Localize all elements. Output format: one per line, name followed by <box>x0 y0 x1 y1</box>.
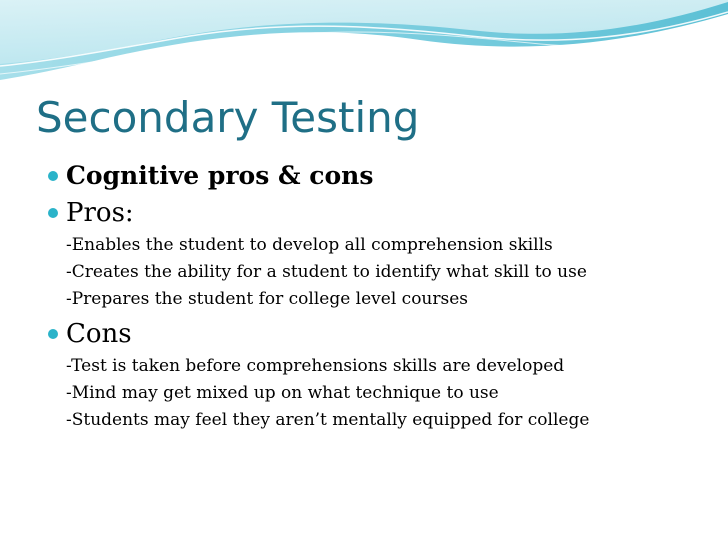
list-item: -Mind may get mixed up on what technique to use <box>66 383 499 403</box>
bullet-text: Cons <box>66 319 132 349</box>
cons-list <box>66 353 718 434</box>
list-item: -Test is taken before comprehensions skills are developed <box>66 356 565 376</box>
list-item: -Prepares the student for college level courses <box>66 289 469 309</box>
slide-title: Secondary Testing <box>36 93 420 142</box>
bullet-dot-icon <box>48 208 58 218</box>
header-wave-decoration <box>0 0 728 90</box>
bullet-text: Cognitive pros & cons <box>66 161 374 190</box>
list-item: -Creates the ability for a student to identify what skill to use <box>66 262 587 282</box>
list-item: -Students may feel they aren’t mentally equipped for college <box>66 410 590 430</box>
slide-body <box>48 158 718 434</box>
bullet-pros <box>48 196 718 230</box>
bullet-cognitive <box>48 158 718 194</box>
bullet-cons <box>48 317 718 351</box>
bullet-text: Pros: <box>66 198 134 228</box>
pros-list <box>66 232 718 313</box>
bullet-dot-icon <box>48 329 58 339</box>
bullet-dot-icon <box>48 171 58 181</box>
list-item: -Enables the student to develop all comprehension skills <box>66 235 553 255</box>
